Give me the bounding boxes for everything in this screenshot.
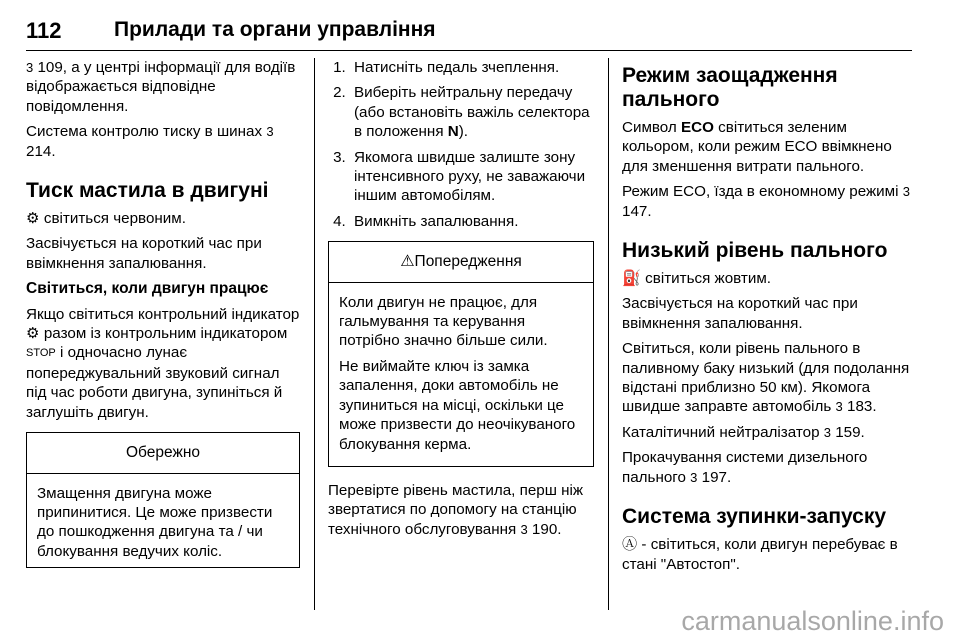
column-middle <box>328 58 594 545</box>
eco-mode-heading: Режим заощадження пального <box>622 64 838 111</box>
fuel-pump-icon: ⛽ <box>622 270 641 288</box>
diesel-bleed-paragraph: Прокачування системи дизельного пального 3 197. <box>622 449 868 486</box>
engine-running-paragraph: Якщо світиться контрольний індикатор ⚙ разом із контрольним індикатором STOP і одночасно лунає попереджувальний звуковий сигнал під час роботи двигуна, зупиніться й заглушіть двигун. <box>26 305 300 421</box>
reference-arrow-icon: 3 <box>520 521 528 537</box>
column-right <box>622 58 914 580</box>
page-title: Прилади та органи управління <box>114 18 436 41</box>
stop-start-heading: Система зупинки-запуску <box>622 505 887 529</box>
caution-box <box>26 432 300 568</box>
warning-box <box>328 241 594 467</box>
steps-list <box>328 58 594 231</box>
list-item: 1. Натисніть педаль зчеплення. <box>350 58 594 77</box>
low-fuel-paragraph: ⛽ світиться жовтим. <box>622 270 771 288</box>
page-header <box>26 18 912 50</box>
stop-start-paragraph: Ⓐ - світиться, коли двигун перебуває в стані "Автостоп". <box>622 536 898 573</box>
low-fuel-heading: Низький рівень пального <box>622 239 888 263</box>
list-item: 4. Вимкніть запалювання. <box>350 212 594 231</box>
reference-arrow-icon: 3 <box>690 469 698 485</box>
watermark: carmanualsonline.info <box>681 606 944 636</box>
header-divider <box>26 50 912 51</box>
intro-paragraph: 3 109, а у центрі інформації для водіїв відображається відповідне повідомлення. <box>26 59 296 115</box>
reference-arrow-icon: 3 <box>823 424 831 440</box>
caution-title: Обережно <box>27 433 299 473</box>
column-divider <box>314 58 315 610</box>
reference-arrow-icon: 3 <box>902 184 910 200</box>
caution-body: Змащення двигуна може припинитися. Це може призвести до пошкодження двигуна та / чи блокування ведучих коліс. <box>37 484 273 560</box>
reference-arrow-icon: 3 <box>835 399 843 415</box>
oil-can-icon: ⚙ <box>26 325 40 343</box>
oil-pressure-paragraph: ⚙ світиться червоним. <box>26 210 186 228</box>
oil-pressure-heading: Тиск мастила в двигуні <box>26 179 269 203</box>
oil-can-icon: ⚙ <box>26 210 40 228</box>
warning-title: ⚠Попередження <box>329 242 593 282</box>
fuel-low-paragraph: Світиться, коли рівень пального в паливному баку низький (для подолання відстані приблизно 50 км). Якомога швидше заправте автомобіль 3 183. <box>622 340 910 416</box>
eco-paragraph: Символ ECO світиться зеленим кольором, коли режим ECO ввімкнено для зменшення витрати пального. <box>622 119 892 175</box>
autostop-icon: Ⓐ <box>622 536 638 554</box>
stop-indicator-icon: STOP <box>26 347 56 360</box>
list-item: 2. Виберіть нейтральну передачу (або встановіть важіль селектора в положення N). <box>350 83 594 141</box>
warning-body: Коли двигун не працює, для гальмування та керування потрібно значно більше сили. Не виймайте ключ із замка запалення, доки автомобіль не зупиниться на місці, оскільки це може призвести до неочікуваного блокування керма. <box>339 293 576 453</box>
check-oil-paragraph: Перевірте рівень мастила, перш ніж звертатися по допомогу на станцію технічного обслуговування 3 190. <box>328 481 584 538</box>
catalytic-paragraph: Каталітичний нейтралізатор 3 159. <box>622 423 865 441</box>
eco-reference-paragraph: Режим ECO, їзда в економному режимі 3 147. <box>622 183 910 220</box>
oil-ignition-paragraph: Засвічується на короткий час при ввімкнення запалювання. <box>26 235 262 272</box>
reference-arrow-icon: 3 <box>26 60 34 75</box>
reference-arrow-icon: 3 <box>266 124 274 140</box>
list-item: 3. Якомога швидше залиште зону інтенсивного руху, не заважаючи іншим автомобілям. <box>350 148 594 206</box>
column-left <box>26 58 300 568</box>
column-divider <box>608 58 609 610</box>
fuel-ignition-paragraph: Засвічується на короткий час при ввімкнення запалювання. <box>622 295 858 332</box>
engine-running-heading: Світиться, коли двигун працює <box>26 280 269 298</box>
tpms-paragraph: Система контролю тиску в шинах 3 214. <box>26 123 274 160</box>
warning-icon: ⚠ <box>400 253 415 271</box>
page-number: 112 <box>26 18 62 43</box>
